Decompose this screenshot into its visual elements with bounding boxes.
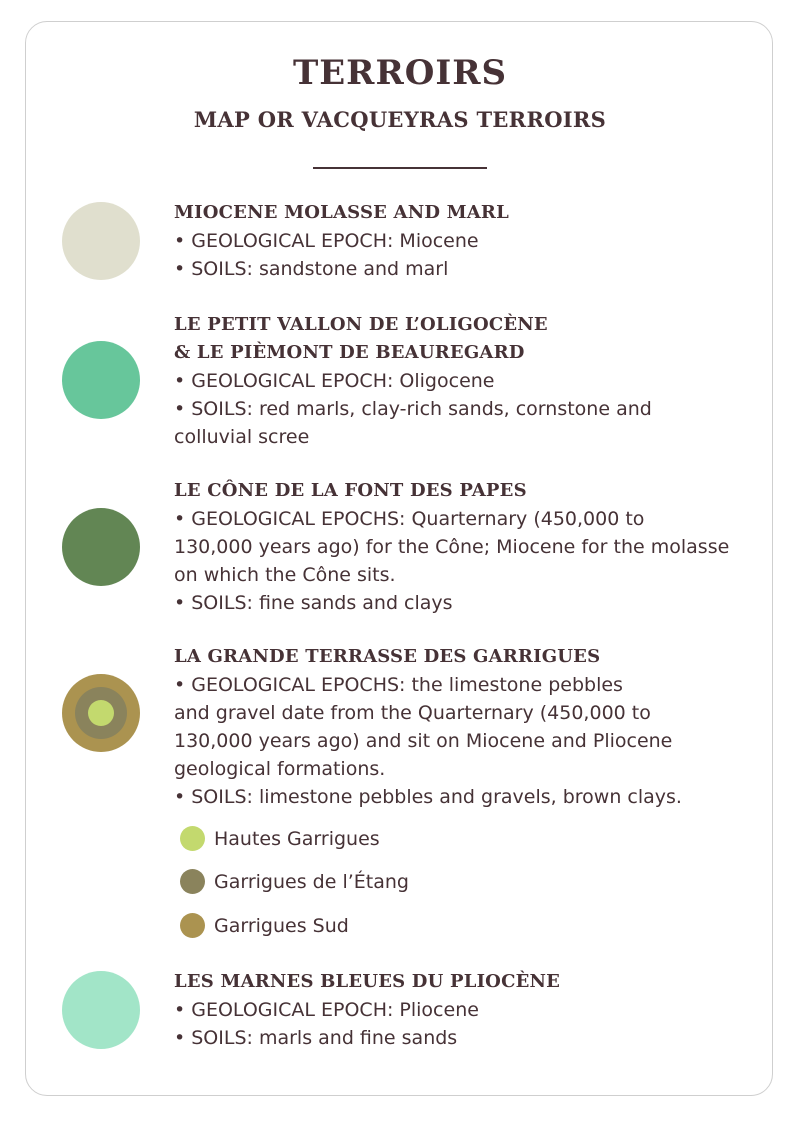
terroir-epoch-cont: 130,000 years ago) for the Cône; Miocene for the molasse xyxy=(174,536,730,558)
terroir-epoch-cont-2: on which the Cône sits. xyxy=(174,564,396,586)
terroir-soils: • SOILS: red marls, clay-rich sands, cornstone and xyxy=(174,398,652,420)
terroir-petit-vallon xyxy=(174,311,784,451)
terroir-epoch: • GEOLOGICAL EPOCHS: the limestone pebbles xyxy=(174,674,623,696)
terroir-epoch-cont: and gravel date from the Quarternary (450,000 to xyxy=(174,702,651,724)
terroir-marnes-bleues xyxy=(174,968,784,1052)
terroir-soils: • SOILS: sandstone and marl xyxy=(174,258,449,280)
legend-swatch xyxy=(180,913,205,938)
terroir-epoch-cont-3: geological formations. xyxy=(174,758,386,780)
oligocene-vallon-swatch xyxy=(62,341,140,419)
legend-label: Garrigues de l’Étang xyxy=(214,871,409,893)
legend-label: Garrigues Sud xyxy=(214,915,349,937)
miocene-molasse-swatch xyxy=(62,202,140,280)
terroir-title: LE PETIT VALLON DE L’OLIGOCÈNE xyxy=(174,314,548,335)
garrigues-etang-ring xyxy=(75,687,127,739)
page-subtitle: MAP OR VACQUEYRAS TERROIRS xyxy=(193,107,607,132)
legend-swatch xyxy=(180,826,205,851)
terroir-epoch: • GEOLOGICAL EPOCH: Miocene xyxy=(174,230,479,252)
terroir-epoch: • GEOLOGICAL EPOCHS: Quarternary (450,000 to xyxy=(174,508,645,530)
terroir-epoch: • GEOLOGICAL EPOCH: Oligocene xyxy=(174,370,495,392)
cone-font-des-papes-swatch xyxy=(62,508,140,586)
terroir-grande-terrasse xyxy=(174,643,784,811)
terroir-title-line-2: & LE PIÈMONT DE BEAUREGARD xyxy=(174,342,525,363)
marnes-bleues-swatch xyxy=(62,971,140,1049)
terroir-soils: • SOILS: fine sands and clays xyxy=(174,592,453,614)
terroir-soils: • SOILS: limestone pebbles and gravels, brown clays. xyxy=(174,786,682,808)
terroir-title: LES MARNES BLEUES DU PLIOCÈNE xyxy=(174,971,561,992)
grande-terrasse-swatch xyxy=(62,674,140,752)
title-divider xyxy=(313,167,487,169)
hautes-garrigues-ring xyxy=(88,700,114,726)
terroir-miocene-molasse xyxy=(174,199,784,283)
terroir-epoch: • GEOLOGICAL EPOCH: Pliocene xyxy=(174,999,479,1021)
terroir-cone-font-des-papes xyxy=(174,477,784,617)
terroir-title: LA GRANDE TERRASSE DES GARRIGUES xyxy=(174,646,601,667)
terroir-soils-cont: colluvial scree xyxy=(174,426,310,448)
legend-label: Hautes Garrigues xyxy=(214,828,380,850)
page-title: TERROIRS xyxy=(292,53,508,93)
terroir-title: MIOCENE MOLASSE AND MARL xyxy=(174,202,509,223)
terroir-soils: • SOILS: marls and fine sands xyxy=(174,1027,458,1049)
terroir-epoch-cont-2: 130,000 years ago) and sit on Miocene and Pliocene xyxy=(174,730,673,752)
terroir-title: LE CÔNE DE LA FONT DES PAPES xyxy=(174,480,527,501)
legend-swatch xyxy=(180,869,205,894)
